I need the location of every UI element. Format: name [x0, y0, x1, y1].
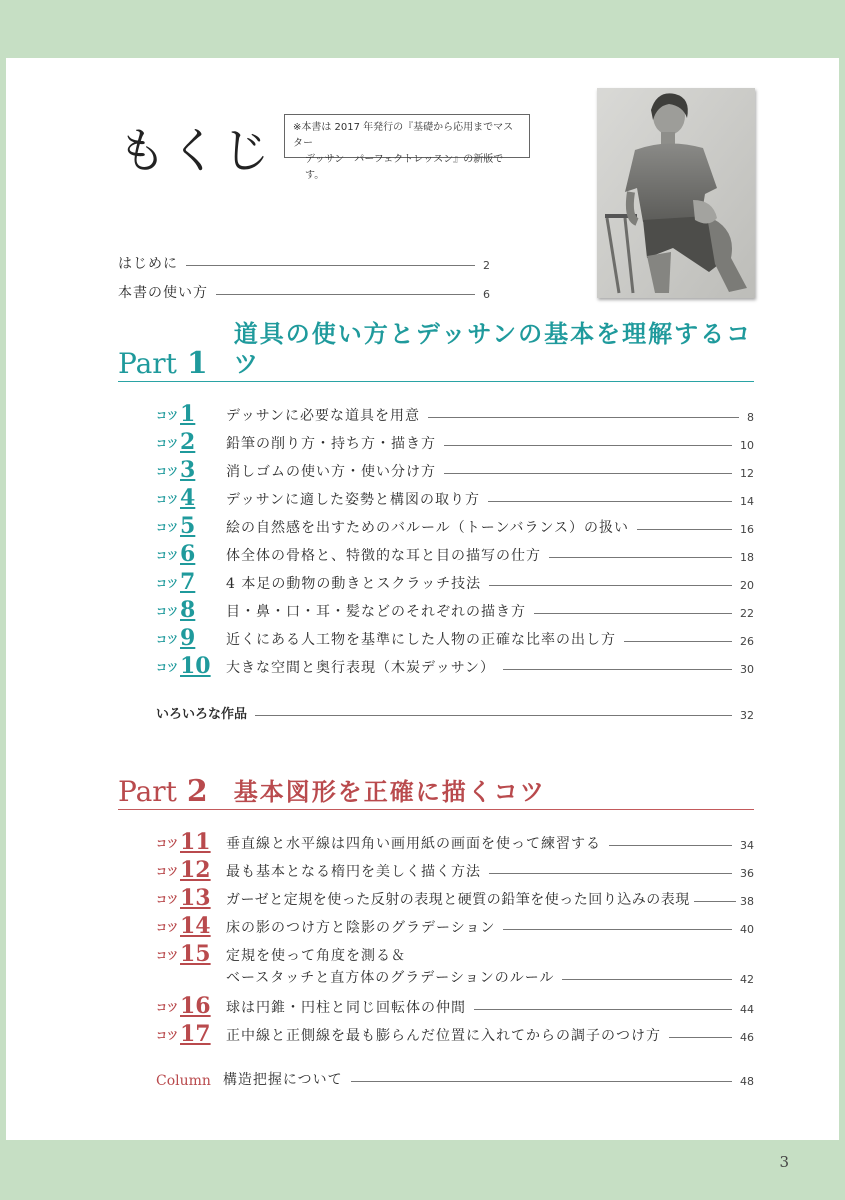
kotsu-number: 3 [180, 457, 196, 483]
toc-entry-kotsu-15[interactable] [156, 942, 754, 966]
toc-page-number: 26 [740, 635, 754, 648]
toc-entry-label: 正中線と正側線を最も膨らんだ位置に入れてからの調子のつけ方 [226, 1028, 661, 1044]
kotsu-prefix: コツ [156, 1029, 178, 1042]
toc-entry-kotsu-10[interactable] [156, 654, 754, 678]
kotsu-number: 13 [180, 885, 211, 911]
kotsu-number: 2 [180, 429, 196, 455]
kotsu-label [156, 627, 226, 650]
toc-entry-label: 目・鼻・口・耳・髪などのそれぞれの描き方 [226, 604, 526, 620]
toc-entry-label: デッサンに適した姿勢と構図の取り方 [226, 492, 481, 508]
toc-entry-how-to-use[interactable] [118, 279, 490, 303]
kotsu-number: 4 [180, 485, 196, 511]
kotsu-prefix: コツ [156, 549, 178, 562]
kotsu-prefix: コツ [156, 661, 178, 674]
kotsu-label [156, 887, 226, 910]
leader-line [637, 529, 732, 530]
edition-note-line-1: ※本書は 2017 年発行の『基礎から応用までマスター [293, 122, 514, 149]
toc-entry-label: 絵の自然感を出すためのバルール（トーンバランス）の扱い [226, 520, 630, 536]
leader-line [549, 557, 732, 558]
part-2-heading [118, 770, 754, 810]
toc-entry-kotsu-13[interactable] [156, 886, 754, 910]
page-title: もくじ [118, 123, 275, 179]
kotsu-prefix: コツ [156, 465, 178, 478]
page-number: 3 [779, 1153, 789, 1171]
toc-entry-kotsu-7[interactable] [156, 570, 754, 594]
toc-page-number: 40 [740, 923, 754, 936]
toc-entry-intro[interactable] [118, 250, 490, 274]
toc-entry-kotsu-1[interactable] [156, 402, 754, 426]
kotsu-label [156, 459, 226, 482]
kotsu-label [156, 915, 226, 938]
leader-line [694, 901, 736, 902]
kotsu-number: 5 [180, 513, 196, 539]
leader-line [503, 669, 732, 670]
toc-page-number: 16 [740, 523, 754, 536]
toc-entry-label: 構造把握について [222, 1072, 343, 1088]
toc-entry-label: 最も基本となる楕円を美しく描く方法 [226, 864, 481, 880]
kotsu-number: 10 [180, 653, 211, 679]
kotsu-prefix: コツ [156, 865, 178, 878]
part-1-heading [118, 319, 754, 382]
kotsu-number: 17 [180, 1021, 211, 1047]
toc-entry-column[interactable] [156, 1066, 754, 1090]
kotsu-label [156, 515, 226, 538]
leader-line [255, 715, 732, 716]
kotsu-number: 16 [180, 993, 211, 1019]
toc-page-number: 36 [740, 867, 754, 880]
part-word: Part [118, 775, 177, 808]
toc-page-number: 34 [740, 839, 754, 852]
kotsu-prefix: コツ [156, 633, 178, 646]
kotsu-label [156, 487, 226, 510]
leader-line [624, 641, 732, 642]
kotsu-label [156, 995, 226, 1018]
toc-entry-label: 垂直線と水平線は四角い画用紙の画面を使って練習する [226, 836, 601, 852]
edition-note-line-2: デッサン パーフェクトレッスン』の新版です。 [305, 154, 504, 181]
leader-line [489, 585, 732, 586]
toc-page-number: 6 [483, 288, 490, 301]
leader-line [534, 613, 732, 614]
kotsu-label [156, 655, 226, 678]
kotsu-number: 1 [180, 401, 196, 427]
leader-line [609, 845, 732, 846]
toc-page-number: 44 [740, 1003, 754, 1016]
toc-entry-works[interactable] [156, 700, 754, 724]
kotsu-prefix: コツ [156, 521, 178, 534]
column-label: Column [156, 1073, 211, 1089]
toc-entry-label: 床の影のつけ方と陰影のグラデーション [226, 920, 496, 936]
pencil-portrait-image [597, 88, 755, 298]
toc-entry-label: 本書の使い方 [118, 285, 208, 301]
leader-line [444, 445, 732, 446]
kotsu-label [156, 431, 226, 454]
pencil-portrait-drawing [597, 88, 755, 298]
kotsu-prefix: コツ [156, 837, 178, 850]
toc-entry-kotsu-12[interactable] [156, 858, 754, 882]
leader-line [489, 873, 732, 874]
toc-page-number: 14 [740, 495, 754, 508]
kotsu-number: 11 [180, 829, 211, 855]
leader-line [562, 979, 732, 980]
leader-line [186, 265, 475, 266]
leader-line [428, 417, 739, 418]
kotsu-label [156, 831, 226, 854]
toc-entry-kotsu-3[interactable] [156, 458, 754, 482]
kotsu-prefix: コツ [156, 437, 178, 450]
toc-entry-label: 消しゴムの使い方・使い分け方 [226, 464, 436, 480]
kotsu-prefix: コツ [156, 1001, 178, 1014]
leader-line [444, 473, 732, 474]
kotsu-prefix: コツ [156, 577, 178, 590]
leader-line [216, 294, 475, 295]
toc-entry-kotsu-5[interactable] [156, 514, 754, 538]
kotsu-number: 15 [180, 941, 211, 967]
toc-entry-kotsu-9[interactable] [156, 626, 754, 650]
toc-page-number: 8 [747, 411, 754, 424]
kotsu-label [156, 571, 226, 594]
footer-band [0, 1140, 845, 1200]
toc-entry-label: いろいろな作品 [156, 707, 248, 722]
kotsu-number: 9 [180, 625, 196, 651]
toc-page-number: 30 [740, 663, 754, 676]
kotsu-label [156, 943, 226, 966]
part-word: Part [118, 347, 177, 380]
kotsu-number: 6 [180, 541, 196, 567]
kotsu-number: 8 [180, 597, 196, 623]
toc-entry-label: ベースタッチと直方体のグラデーションのルール [226, 970, 555, 986]
part-title: 道具の使い方とデッサンの基本を理解するコツ [233, 319, 753, 378]
toc-page-number: 48 [740, 1075, 754, 1088]
kotsu-number: 14 [180, 913, 211, 939]
kotsu-prefix: コツ [156, 605, 178, 618]
toc-entry-kotsu-2[interactable] [156, 430, 754, 454]
kotsu-label [156, 599, 226, 622]
toc-entry-kotsu-17[interactable] [156, 1022, 754, 1046]
toc-entry-label: 大きな空間と奥行表現（木炭デッサン） [226, 660, 496, 676]
leader-line [488, 501, 732, 502]
leader-line [474, 1009, 732, 1010]
edition-note [284, 114, 530, 181]
toc-entry-kotsu-16[interactable] [156, 994, 754, 1018]
part-number: 2 [186, 774, 208, 809]
toc-page-number: 2 [483, 259, 490, 272]
toc-entry-label: 近くにある人工物を基準にした人物の正確な比率の出し方 [226, 632, 616, 648]
leader-line [669, 1037, 732, 1038]
toc-page-number: 22 [740, 607, 754, 620]
part-number: 1 [186, 346, 208, 381]
leader-line [351, 1081, 732, 1082]
toc-entry-kotsu-11[interactable] [156, 830, 754, 854]
toc-page-number: 46 [740, 1031, 754, 1044]
part-title: 基本図形を正確に描くコツ [233, 777, 546, 806]
kotsu-number: 12 [180, 857, 211, 883]
toc-page-number: 42 [740, 973, 754, 986]
kotsu-label [156, 403, 226, 426]
kotsu-label [156, 543, 226, 566]
toc-page-number: 12 [740, 467, 754, 480]
kotsu-prefix: コツ [156, 493, 178, 506]
toc-page-number: 20 [740, 579, 754, 592]
toc-entry-label: 球は円錐・円柱と同じ回転体の仲間 [226, 1000, 466, 1016]
toc-page-number: 32 [740, 709, 754, 722]
toc-entry-kotsu-6[interactable] [156, 542, 754, 566]
toc-entry-label: 定規を使って角度を測る＆ [226, 948, 406, 964]
kotsu-number: 7 [180, 569, 196, 595]
kotsu-prefix: コツ [156, 921, 178, 934]
toc-entry-label: 体全体の骨格と、特徴的な耳と目の描写の仕方 [226, 548, 541, 564]
kotsu-label [156, 1023, 226, 1046]
toc-entry-label: 4 本足の動物の動きとスクラッチ技法 [226, 576, 482, 592]
kotsu-prefix: コツ [156, 409, 178, 422]
toc-entry-kotsu-15-line-2[interactable] [226, 964, 754, 988]
toc-entry-label: 鉛筆の削り方・持ち方・描き方 [226, 436, 436, 452]
leader-line [503, 929, 732, 930]
toc-entry-kotsu-8[interactable] [156, 598, 754, 622]
kotsu-prefix: コツ [156, 949, 178, 962]
toc-page-number: 10 [740, 439, 754, 452]
toc-entry-kotsu-14[interactable] [156, 914, 754, 938]
kotsu-prefix: コツ [156, 893, 178, 906]
toc-entry-kotsu-4[interactable] [156, 486, 754, 510]
toc-entry-label: デッサンに必要な道具を用意 [226, 408, 421, 424]
toc-page-number: 38 [740, 895, 754, 908]
toc-page-number: 18 [740, 551, 754, 564]
kotsu-label [156, 859, 226, 882]
toc-entry-label: ガーゼと定規を使った反射の表現と硬質の鉛筆を使った回り込みの表現 [226, 892, 690, 908]
toc-entry-label: はじめに [118, 256, 178, 272]
